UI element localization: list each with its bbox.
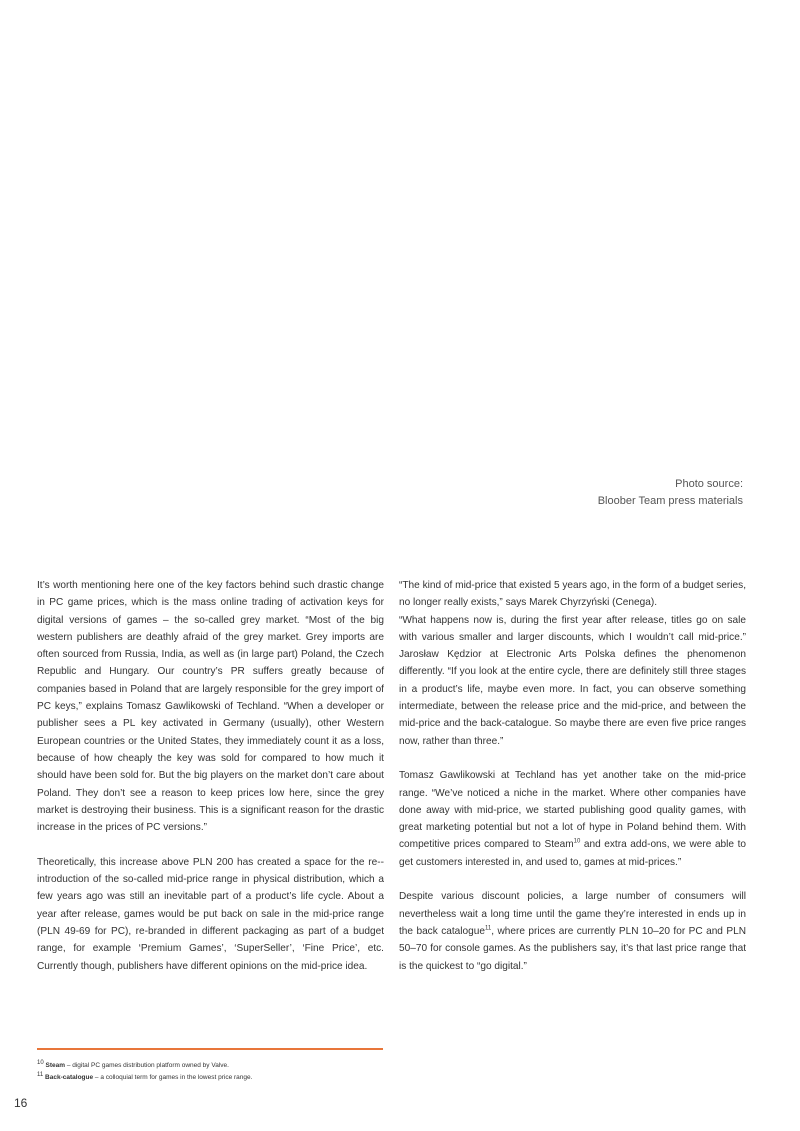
footnote-text: – digital PC games distribution platform owned by Valve. [65,1062,229,1069]
paragraph: “What happens now is, during the first year after release, titles go on sale with various smaller and larger discounts, which I wouldn’t call mid-price.” Jarosław Kędzior at Electronic Arts Polska defines the phenomenon differently. “If you look at the entire cycle, there are definitely still three stages in a product’s life, maybe even more. In fact, you can observe something intermediate, between the release price and the mid-price, and between the mid-price and the back-catalogue. So maybe there are even five price ranges now, rather than three.” [399,614,746,747]
photo-credit [598,476,743,510]
footnote-ref: 10 [573,839,581,846]
footnote-term: Steam [45,1062,66,1069]
footnote-text: – a colloquial term for games in the lowest price range. [93,1073,253,1081]
footnote-ref: 11 [484,925,492,932]
footnote-number: 10 [37,1059,44,1066]
photo-source-credit: Bloober Team press materials [597,495,743,507]
paragraph: Theoretically, this increase above PLN 200 has created a space for the re--introduction of the so-called mid-price range in physical distribution, which a few years ago was still an inevitable part of a product’s life cycle. About a year after release, games would be put back on sale in the mid-price range (PLN 49-69 for PC), re-branded in different packaging as part of a budget range, for example ‘Premium Games’, ‘SuperSeller’, ‘Fine Price’, etc. Currently though, publishers have different opinions on the mid-price idea. [37,856,384,972]
left-column [37,577,384,992]
paragraph-text: Tomasz Gawlikowski at Techland has yet another take on the mid-price range. “We’ve noticed a niche in the market. Where other companies have done away with mid-price, we started publishing good quality games, with great marketing potential but not a lot of hype in Poland behind them. With competitive prices compared to Steam [399,770,746,851]
right-column [399,577,746,992]
paragraph [399,767,746,871]
paragraph-text: , where prices are currently PLN 10–20 for PC and PLN 50–70 for console games. As the publishers say, it’s that last price range that is the quickest to “go digital.” [399,925,746,972]
photo-source-label: Photo source: [675,478,743,490]
paragraph: “The kind of mid-price that existed 5 years ago, in the form of a budget series, no longer really exists,” says Marek Chyrzyński (Cenega). [399,580,746,609]
paragraph: It’s worth mentioning here one of the key factors behind such drastic change in PC game prices, which is the mass online trading of activation keys for digital versions of games – the so-called grey market. “Most of the big western publishers are deathly afraid of the grey market. Grey imports are often sourced from Russia, India, as well as (in large part) Poland, the Czech Republic and Hungary. Our country’s PR suffers greatly because of companies based in Poland that are largely responsible for the grey import of PC keys,” explains Tomasz Gawlikowski of Techland. “When a developer or publisher sees a PL key activated in Germany (usually), other Western European countries or the United States, they immediately count it as a loss, because of how cheaply the key was sold for compared to how much it should have been sold for. But the big players on the market don’t care about Poland. They don’t see a reason to keep prices low here, since the grey market is destroying their business. This is a significant reason for the drastic increase in the prices of PC versions.” [37,580,384,834]
paragraph [399,888,746,974]
footnote-divider [37,1048,383,1050]
footnote-term: Back-catalogue [45,1073,94,1081]
footnote-number: 11 [37,1071,44,1078]
footnotes [37,1060,252,1083]
paragraph-text: and extra add-ons, we were able to get customers interested in, and used to, games at mid-prices.” [399,839,746,868]
page-number: 16 [14,1096,28,1110]
footnote [37,1060,252,1072]
footnote [37,1072,252,1084]
paragraph-text: Despite various discount policies, a large number of consumers will nevertheless wait a long time until the game they’re interested in ends up in the back catalogue [399,891,746,937]
